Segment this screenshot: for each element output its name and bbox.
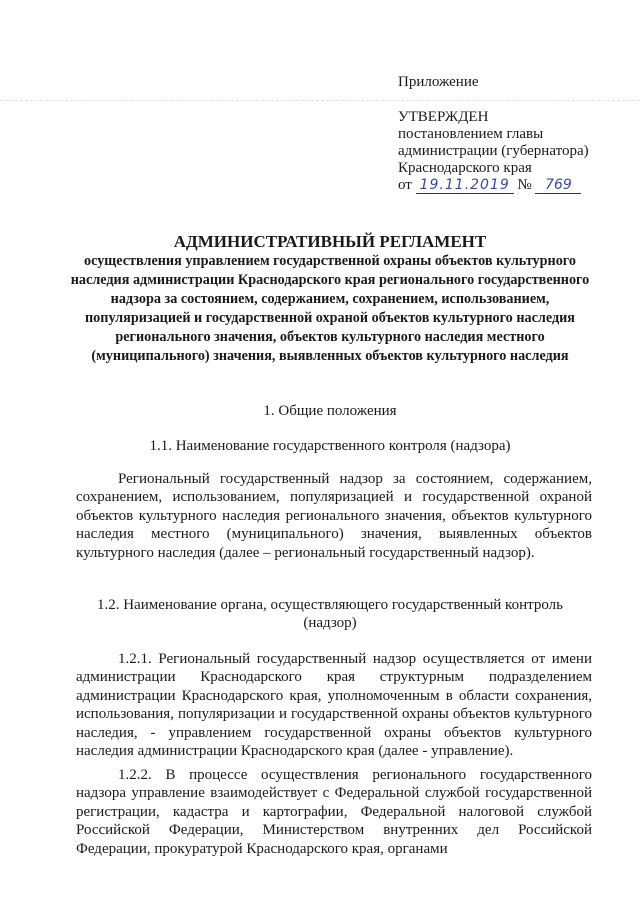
paragraph <box>76 650 592 760</box>
from-label: от <box>398 177 412 193</box>
approval-stamp-block <box>398 74 628 194</box>
approved-by-line: постановлением главы <box>398 126 544 142</box>
approved-by-line: Краснодарского края <box>398 160 532 176</box>
paragraph-text: 1.2.2. В процессе осуществления регионального государственного надзора управление взаимодействует с Федеральной службой государственной регистрации, кадастра и картографии, Федеральной налоговой службой Российской Федерации, Министерством внутренних дел Российской Федерации, прокуратурой Краснодарского края, органами <box>76 767 592 857</box>
subsection-heading: 1.1. Наименование государственного контроля (надзора) <box>149 438 511 454</box>
handwritten-number: 769 <box>535 178 581 194</box>
paragraph-text: 1.2.1. Региональный государственный надзор осуществляется от имени администрации Краснодарского края структурным подразделением администрации Краснодарского края, уполномоченным в области сохранения, использования, популяризации и государственной охраны объектов культурного наследия, - управлением государственной охраны объектов культурного наследия администрации Краснодарского края (далее - управление). <box>76 651 592 760</box>
subsection-heading <box>60 596 600 632</box>
date-number-line <box>398 177 628 194</box>
subsection-heading-line: 1.2. Наименование органа, осуществляющего государственный контроль <box>97 597 563 613</box>
approved-by-line: администрации (губернатора) <box>398 143 589 159</box>
subsection-heading-line: (надзор) <box>303 615 357 631</box>
section-heading: 1. Общие положения <box>263 403 397 419</box>
paragraph <box>76 470 592 562</box>
paragraph <box>76 766 592 858</box>
appendix-label: Приложение <box>398 74 479 90</box>
document-title: АДМИНИСТРАТИВНЫЙ РЕГЛАМЕНТ <box>173 232 487 251</box>
number-label: № <box>517 177 532 193</box>
handwritten-date: 19.11.2019 <box>416 178 514 194</box>
approved-label: УТВЕРЖДЕН <box>398 109 489 125</box>
document-subtitle: осуществления управлением государственной охраны объектов культурного наследия администрации Краснодарского края регионального государственного надзора за состоянием, содержанием, сохранением, использованием, популяризацией и государственной охраной объектов культурного наследия регионального значения, объектов культурного наследия местного (муниципального) значения, выявленных объектов культурного наследия <box>70 253 590 364</box>
paragraph-text: Региональный государственный надзор за состоянием, содержанием, сохранением, использованием, популяризацией и государственной охраной объектов культурного наследия регионального значения, объектов культурного наследия местного (муниципального) значения, выявленных объектов культурного наследия (далее – региональный государственный надзор). <box>76 471 592 561</box>
